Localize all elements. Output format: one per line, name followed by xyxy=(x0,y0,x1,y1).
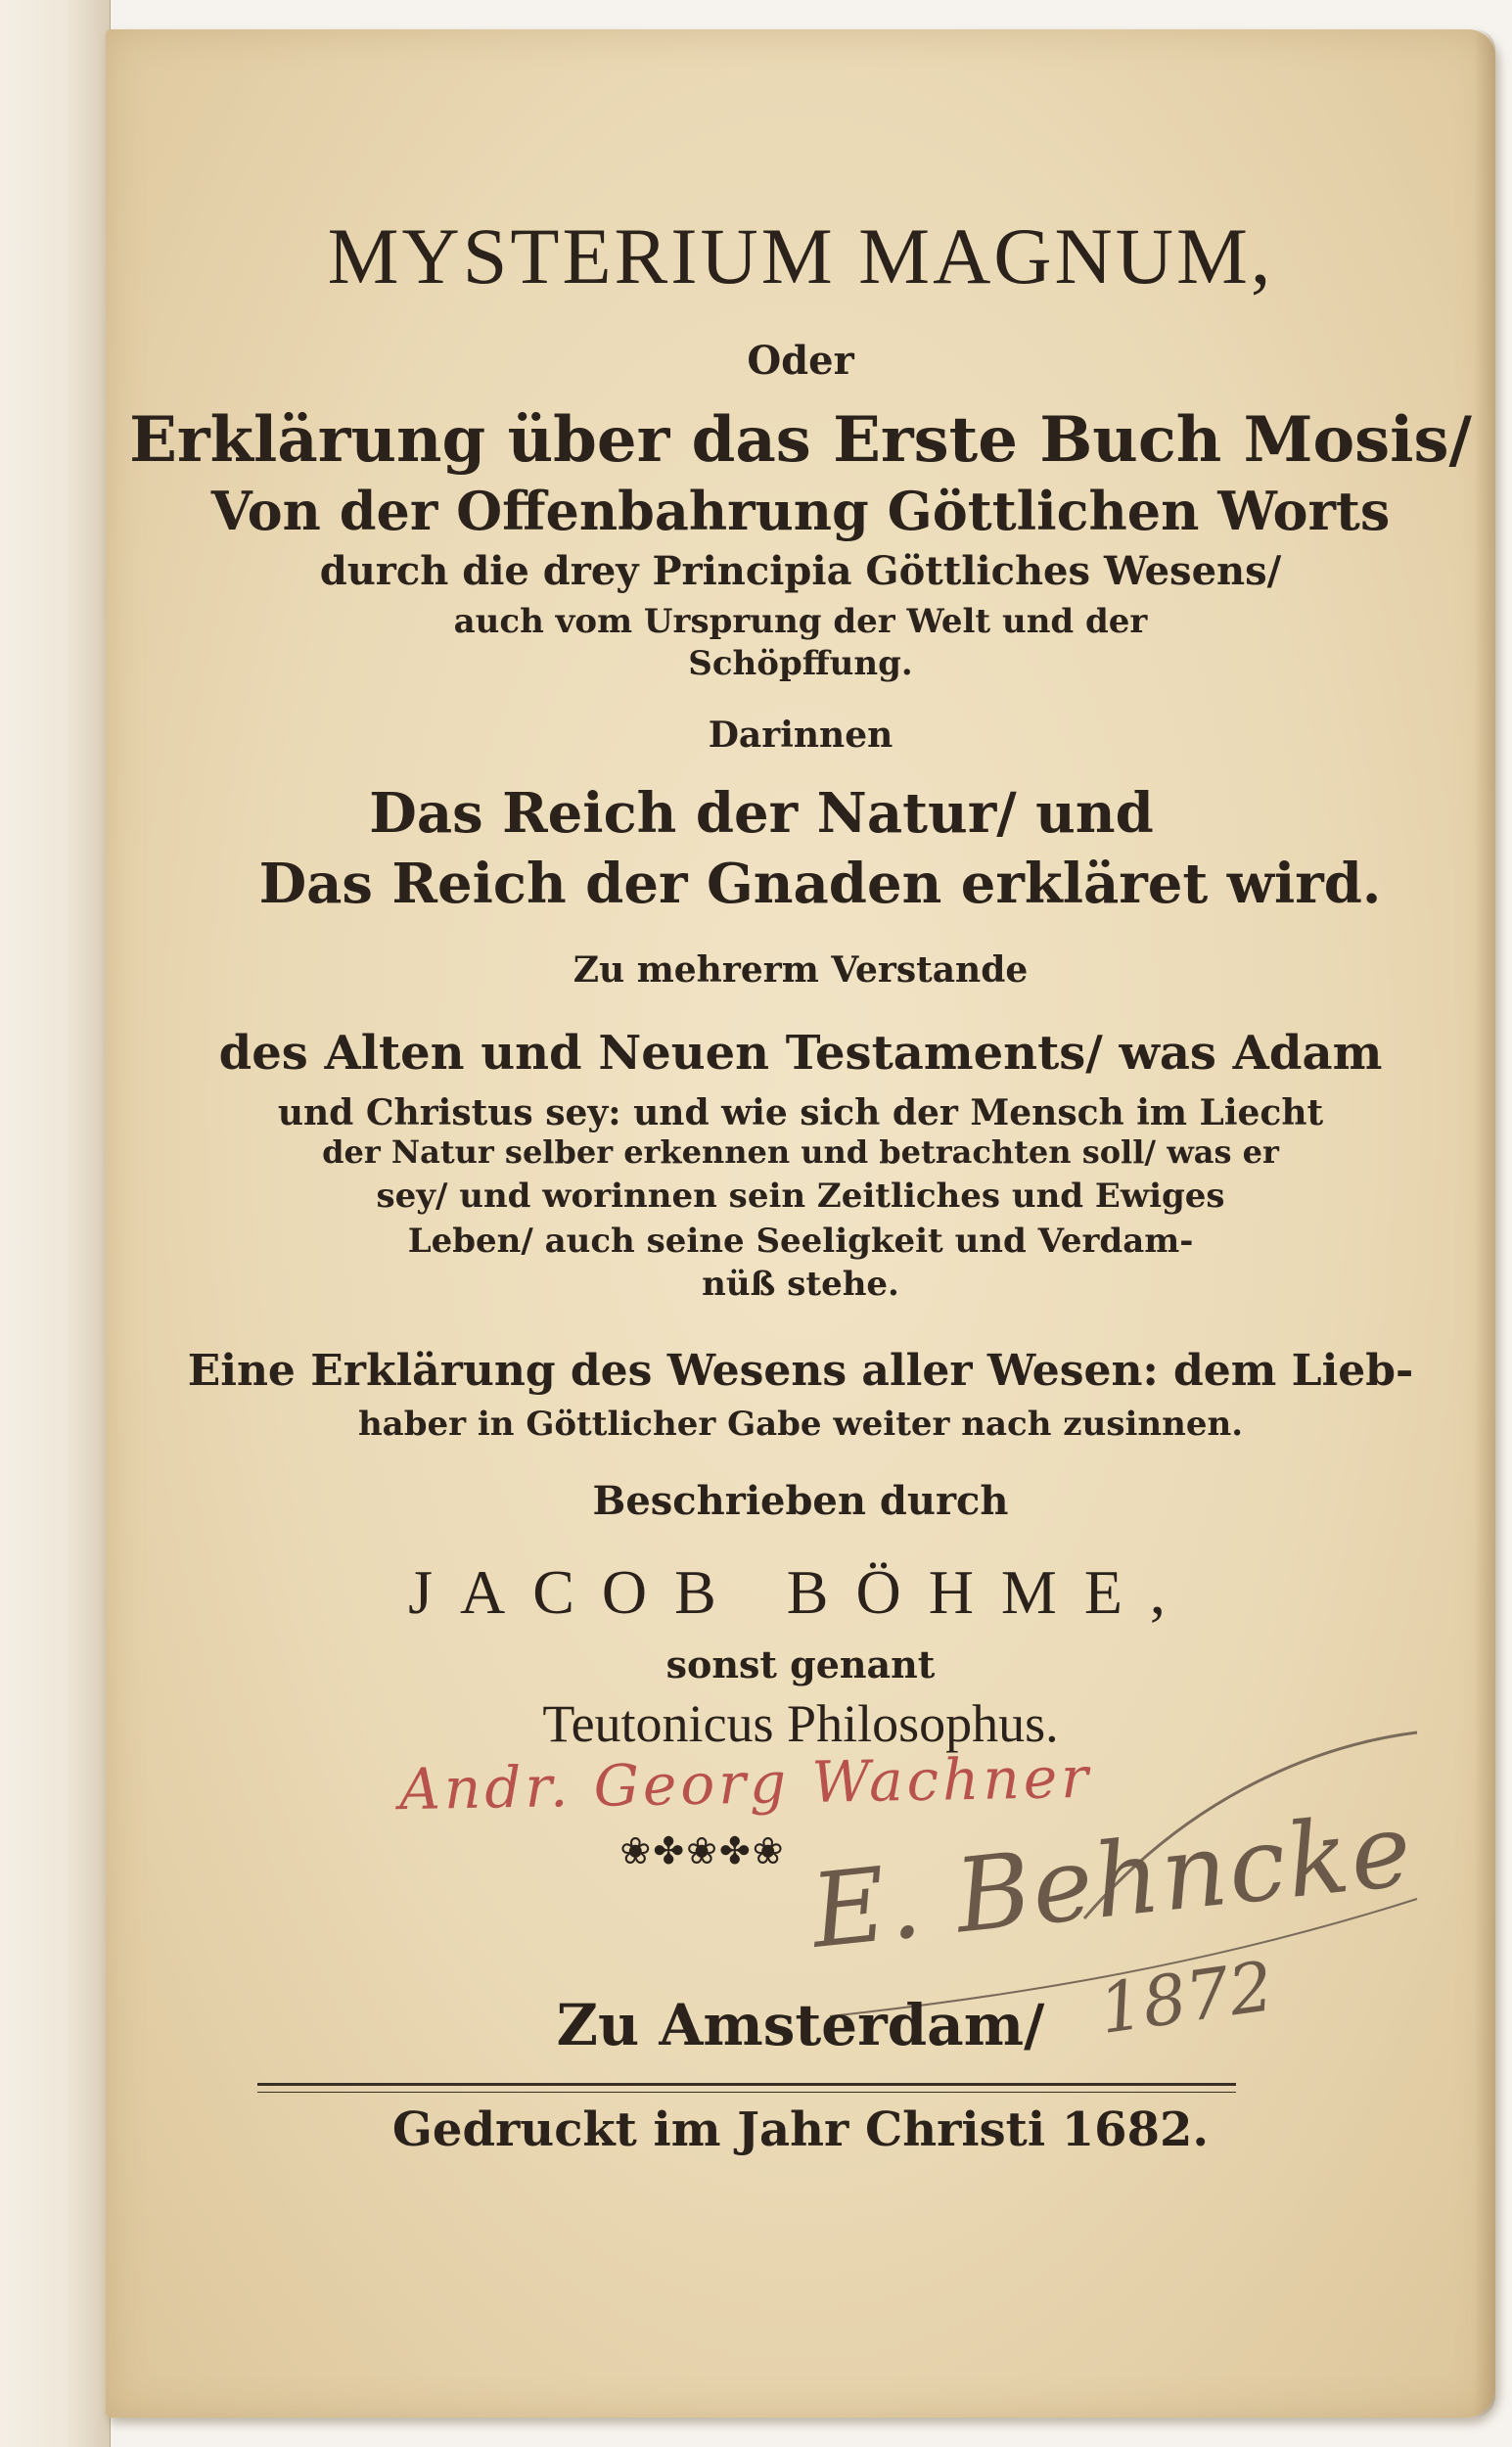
body-line-12: sey/ und worinnen sein Zeitliches und Ewiges xyxy=(376,1177,1225,1216)
sonst-genant-line: sonst genant xyxy=(665,1642,936,1686)
subtitle-line-1: Erklärung über das Erste Buch Mosis/ xyxy=(129,403,1472,477)
testaments-line: des Alten und Neuen Testaments/ was Adam xyxy=(218,1026,1383,1081)
book-title: MYSTERIUM MAGNUM, xyxy=(327,211,1274,300)
body-line-14: nüß stehe. xyxy=(702,1265,899,1304)
erklaerung-line: Eine Erklärung des Wesens aller Wesen: dem Lieb- xyxy=(187,1346,1414,1396)
imprint-place: Zu Amsterdam/ xyxy=(556,1992,1045,2058)
owner-inscription-red: Andr. Georg Wachner xyxy=(398,1743,1093,1824)
subtitle-line-2: Von der Offenbahrung Göttlichen Worts xyxy=(210,480,1391,542)
body-line-11: der Natur selber erkennen und betrachten soll/ was er xyxy=(322,1133,1279,1171)
subtitle-line-5: Schöpffung. xyxy=(688,644,913,683)
reich-natur-line: Das Reich der Natur/ und xyxy=(369,781,1154,846)
subtitle-line-3: durch die drey Principia Göttliches Wesens/ xyxy=(319,548,1282,594)
printers-ornament: ❀✤❀✤❀ xyxy=(619,1829,786,1872)
reich-gnaden-line: Das Reich der Gnaden erkläret wird. xyxy=(258,852,1382,916)
title-page xyxy=(106,29,1495,2418)
beschrieben-line: Beschrieben durch xyxy=(592,1478,1009,1524)
imprint-date: Gedruckt im Jahr Christi 1682. xyxy=(391,2102,1210,2157)
subtitle-oder: Oder xyxy=(747,338,854,384)
liebhaber-line: haber in Göttlicher Gabe weiter nach zusinnen. xyxy=(357,1405,1244,1444)
facing-page-edge xyxy=(0,0,111,2447)
body-line-13: Leben/ auch seine Seeligkeit und Verdam- xyxy=(407,1222,1194,1261)
signature-year: 1872 xyxy=(1094,1946,1278,2050)
body-line-10: und Christus sey: und wie sich der Mensch im Liecht xyxy=(277,1092,1324,1133)
imprint-rule xyxy=(257,2083,1236,2093)
owner-signature-pencil: E. Behncke xyxy=(805,1789,1419,1971)
subtitle-line-4: auch vom Ursprung der Welt und der xyxy=(453,602,1148,641)
verstande-line: Zu mehrerm Verstande xyxy=(573,949,1029,991)
author-name: JACOB BÖHME, xyxy=(408,1557,1193,1627)
teutonicus-line: Teutonicus Philosophus. xyxy=(542,1694,1059,1753)
darinnen-line: Darinnen xyxy=(708,715,893,756)
